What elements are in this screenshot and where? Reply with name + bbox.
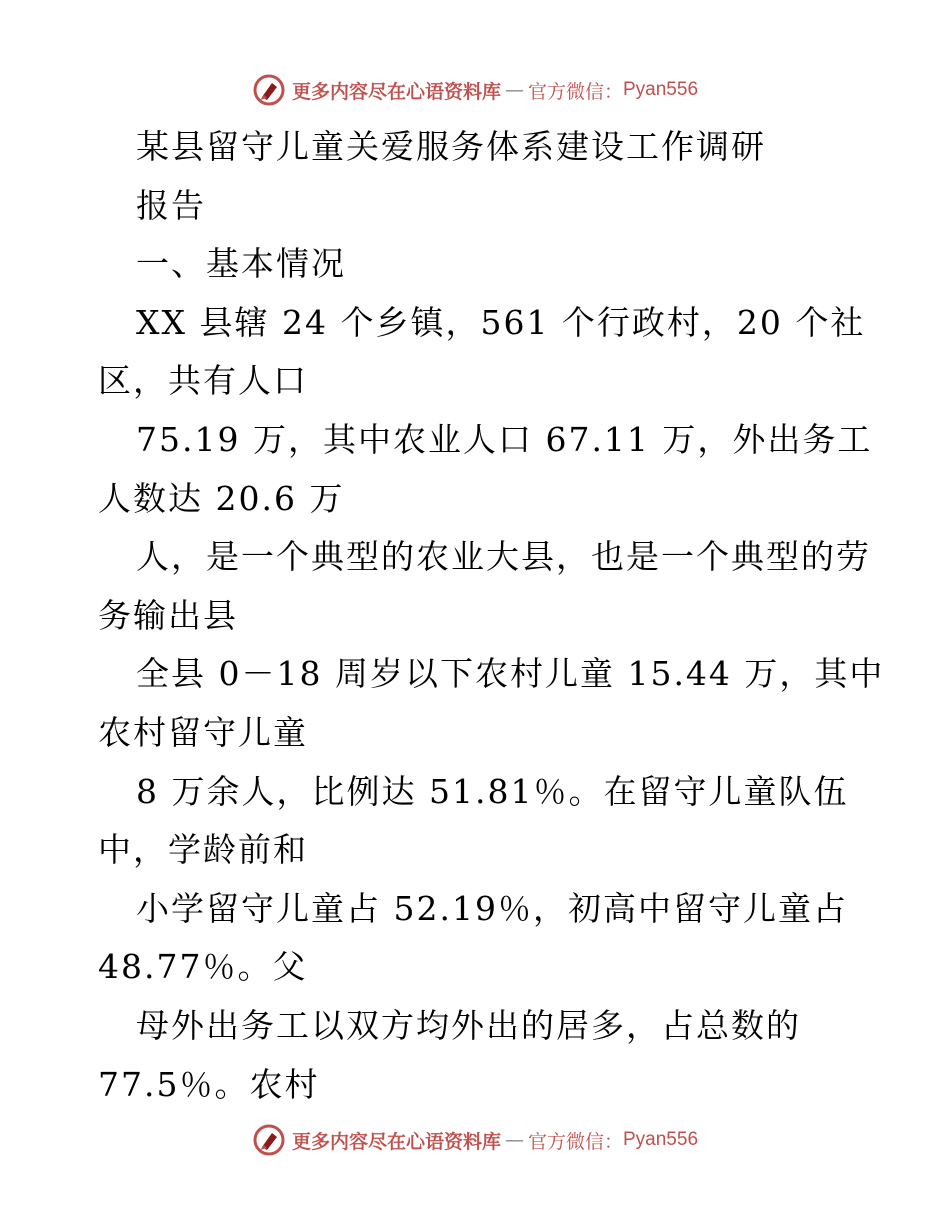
footer-site-text: 更多内容尽在心语资料库 [291, 1130, 501, 1153]
document-line: 母外出务工以双方均外出的居多，占总数的 [136, 1005, 801, 1045]
document-line: 中，学龄前和 [98, 830, 308, 870]
header-wechat-id: Pyan556 [623, 79, 699, 100]
pen-nib-logo-icon [252, 1123, 286, 1157]
document-line: 一、基本情况 [136, 244, 346, 284]
pen-nib-logo-icon [252, 73, 286, 107]
document-line: 农村留守儿童 [98, 712, 308, 752]
header-separator: — [504, 79, 524, 101]
document-body [98, 118, 885, 1114]
document-line: 小学留守儿童占 52.19％，初高中留守儿童占 [136, 888, 848, 928]
document-line: 人数达 20.6 万 [98, 478, 345, 518]
document-line: 区，共有人口 [98, 361, 308, 401]
document-line: 8 万余人，比例达 51.81％。在留守儿童队伍 [136, 771, 849, 811]
document-line: 报告 [136, 185, 206, 225]
footer-banner [0, 1120, 950, 1160]
header-wechat-label: 官方微信： [527, 80, 623, 103]
footer-wechat-label: 官方微信： [527, 1130, 623, 1153]
document-line: 77.5％。农村 [98, 1064, 320, 1104]
document-line: 务输出县 [98, 595, 238, 635]
document-line: 全县 0－18 周岁以下农村儿童 15.44 万，其中 [136, 654, 885, 694]
header-site-text: 更多内容尽在心语资料库 [291, 80, 501, 103]
document-line: XX 县辖 24 个乡镇，561 个行政村，20 个社 [136, 302, 866, 342]
footer-wechat-id: Pyan556 [623, 1129, 699, 1150]
document-line: 某县留守儿童关爱服务体系建设工作调研 [136, 127, 766, 166]
header-banner [0, 70, 950, 110]
footer-separator: — [504, 1129, 524, 1151]
document-line: 48.77％。父 [98, 947, 308, 987]
document-line: 人，是一个典型的农业大县，也是一个典型的劳 [136, 537, 871, 577]
document-line: 75.19 万，其中农业人口 67.11 万，外出务工 [136, 419, 873, 459]
